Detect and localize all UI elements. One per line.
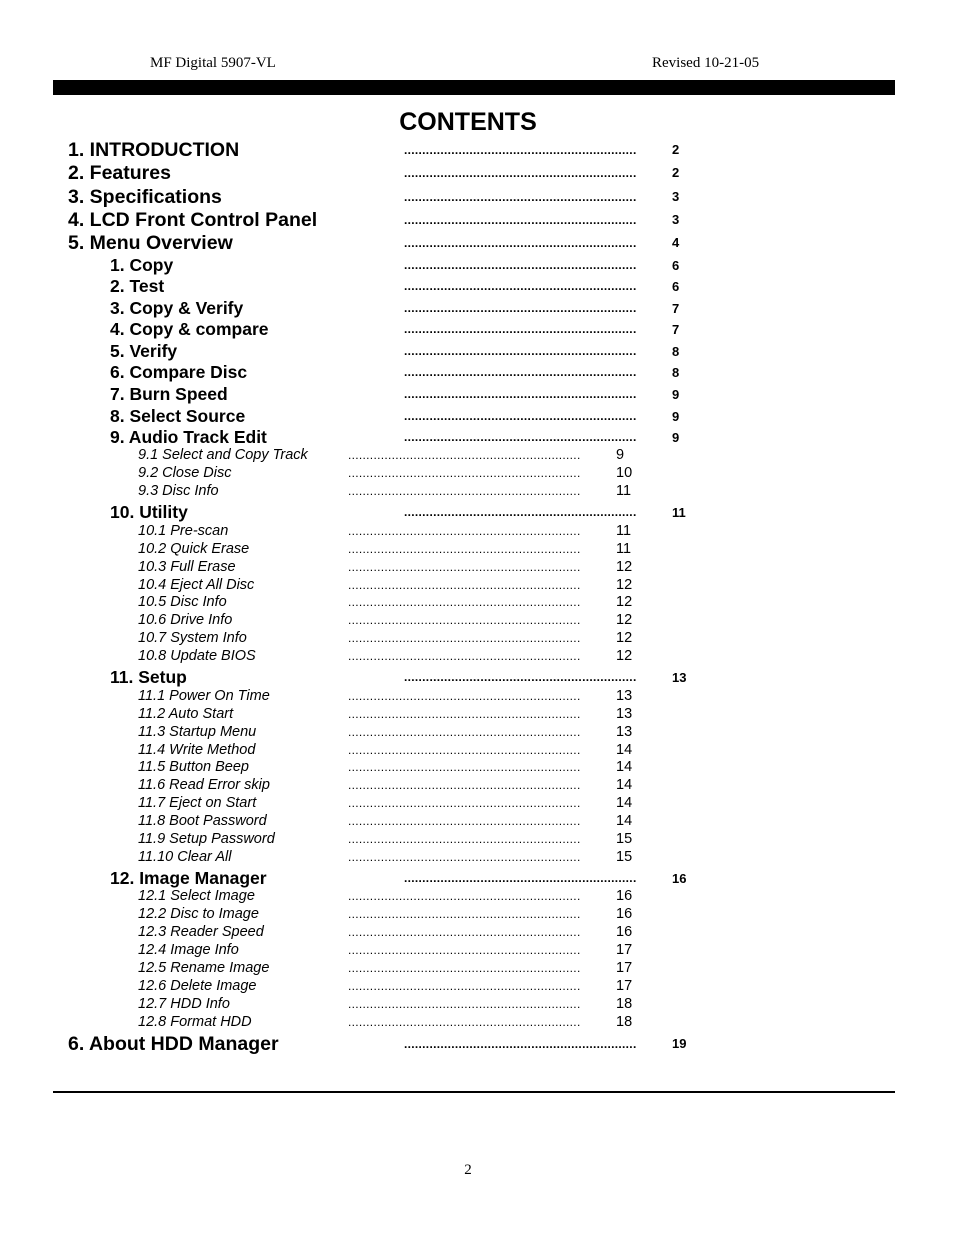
toc-entry[interactable]: [0, 630, 954, 648]
toc-dot-leader: ................................................................: [348, 707, 581, 721]
toc-dot-leader: ................................................................: [348, 850, 581, 864]
toc-dot-leader: ................................................................: [348, 814, 581, 828]
toc-entry-label: 10.7 System Info: [138, 630, 247, 646]
toc-entry-page-number: 14: [616, 759, 633, 775]
toc-entry-page-number: 18: [616, 996, 633, 1012]
toc-entry-label: 10.4 Eject All Disc: [138, 577, 255, 593]
toc-dot-leader: ................................................................: [348, 484, 581, 498]
toc-entry-label: 10.6 Drive Info: [138, 612, 233, 628]
header-document-title: MF Digital 5907-VL: [150, 55, 276, 71]
toc-entry-page-number: 13: [672, 670, 687, 685]
toc-entry-label: 11.8 Boot Password: [138, 813, 267, 829]
toc-entry-label: 11.3 Startup Menu: [138, 724, 257, 740]
toc-entry-label: 10.3 Full Erase: [138, 559, 236, 575]
toc-entry[interactable]: [0, 978, 954, 996]
toc-entry[interactable]: [0, 577, 954, 595]
header-revision-date: Revised 10-21-05: [652, 55, 760, 71]
toc-entry-page-number: 13: [616, 724, 633, 740]
toc-entry-page-number: 17: [616, 942, 633, 958]
toc-entry-label: 7. Burn Speed: [110, 384, 228, 404]
toc-dot-leader: ................................................................: [348, 997, 581, 1011]
toc-entry[interactable]: [0, 209, 954, 233]
toc-entry[interactable]: [0, 298, 954, 320]
toc-entry[interactable]: [0, 742, 954, 760]
toc-entry-label: 11.2 Auto Start: [138, 706, 234, 722]
toc-entry[interactable]: [0, 688, 954, 706]
toc-dot-leader: ................................................................: [348, 595, 581, 609]
toc-entry-page-number: 16: [616, 924, 633, 940]
toc-entry-page-number: 9: [672, 387, 680, 402]
toc-entry[interactable]: [0, 942, 954, 960]
toc-dot-leader: ................................................................: [404, 166, 637, 180]
toc-entry-label: 11. Setup: [110, 667, 187, 687]
toc-entry-label: 10.2 Quick Erase: [138, 541, 250, 557]
toc-dot-leader: ................................................................: [404, 505, 637, 519]
toc-dot-leader: ................................................................: [348, 907, 581, 921]
toc-entry[interactable]: [0, 996, 954, 1014]
toc-dot-leader: ................................................................: [348, 649, 581, 663]
toc-dot-leader: ................................................................: [348, 466, 581, 480]
toc-entry[interactable]: [0, 667, 954, 689]
toc-entry-label: 11.6 Read Error skip: [138, 777, 270, 793]
toc-entry-label: 11.1 Power On Time: [138, 688, 270, 704]
toc-entry-page-number: 6: [672, 258, 680, 273]
toc-dot-leader: ................................................................: [348, 925, 581, 939]
toc-entry-page-number: 11: [616, 523, 632, 539]
toc-entry-page-number: 17: [616, 960, 633, 976]
toc-entry-page-number: 10: [616, 465, 633, 481]
footer-rule: [53, 1091, 895, 1093]
toc-dot-leader: ................................................................: [348, 613, 581, 627]
toc-dot-leader: ................................................................: [348, 778, 581, 792]
toc-entry-label: 4. LCD Front Control Panel: [68, 209, 318, 231]
toc-entry-page-number: 13: [616, 688, 633, 704]
toc-dot-leader: ................................................................: [404, 279, 637, 293]
toc-dot-leader: ................................................................: [404, 190, 637, 204]
toc-dot-leader: ................................................................: [348, 725, 581, 739]
toc-entry[interactable]: [0, 648, 954, 666]
toc-entry-page-number: 11: [616, 541, 632, 557]
toc-dot-leader: ................................................................: [404, 365, 637, 379]
toc-entry-page-number: 8: [672, 365, 680, 380]
toc-dot-leader: ................................................................: [348, 943, 581, 957]
toc-entry[interactable]: [0, 777, 954, 795]
header-rule: [53, 80, 895, 95]
toc-dot-leader: ................................................................: [404, 387, 637, 401]
toc-entry-label: 6. About HDD Manager: [68, 1033, 279, 1055]
toc-entry-page-number: 12: [616, 648, 633, 664]
toc-entry[interactable]: [0, 868, 954, 890]
toc-entry-label: 12.6 Delete Image: [138, 978, 257, 994]
toc-dot-leader: ................................................................: [348, 524, 581, 538]
toc-entry[interactable]: [0, 960, 954, 978]
toc-entry-label: 10.5 Disc Info: [138, 594, 227, 610]
toc-dot-leader: ................................................................: [404, 301, 637, 315]
toc-entry-label: 12.7 HDD Info: [138, 996, 230, 1012]
toc-entry-page-number: 12: [616, 594, 633, 610]
toc-entry-page-number: 9: [672, 409, 680, 424]
toc-entry-label: 2. Test: [110, 276, 165, 296]
toc-entry-page-number: 14: [616, 813, 633, 829]
toc-dot-leader: ................................................................: [348, 979, 581, 993]
toc-dot-leader: ................................................................: [404, 258, 637, 272]
toc-entry[interactable]: [0, 341, 954, 363]
toc-dot-leader: ................................................................: [348, 578, 581, 592]
toc-dot-leader: ................................................................: [348, 631, 581, 645]
toc-entry-label: 4. Copy & compare: [110, 319, 269, 339]
toc-entry-page-number: 6: [672, 279, 680, 294]
toc-entry-page-number: 12: [616, 612, 633, 628]
toc-entry[interactable]: [0, 724, 954, 742]
toc-entry[interactable]: [0, 759, 954, 777]
toc-entry-label: 9.3 Disc Info: [138, 483, 219, 499]
toc-entry-page-number: 9: [672, 430, 680, 445]
toc-entry-label: 11.7 Eject on Start: [138, 795, 257, 811]
toc-entry[interactable]: [0, 362, 954, 384]
toc-entry-label: 3. Specifications: [68, 186, 222, 208]
toc-entry[interactable]: [0, 849, 954, 867]
toc-dot-leader: ................................................................: [404, 871, 637, 885]
toc-entry-label: 3. Copy & Verify: [110, 298, 244, 318]
toc-dot-leader: ................................................................: [348, 961, 581, 975]
toc-entry-label: 12.2 Disc to Image: [138, 906, 259, 922]
page-number: 2: [464, 1162, 472, 1178]
toc-dot-leader: ................................................................: [404, 344, 637, 358]
toc-entry-label: 11.10 Clear All: [138, 849, 232, 865]
toc-entry-page-number: 12: [616, 577, 633, 593]
toc-entry-page-number: 15: [616, 831, 633, 847]
toc-entry[interactable]: [0, 465, 954, 483]
toc-entry-page-number: 13: [616, 706, 633, 722]
toc-entry[interactable]: [0, 447, 954, 465]
toc-dot-leader: ................................................................: [348, 796, 581, 810]
toc-entry-label: 2. Features: [68, 162, 171, 184]
toc-entry-page-number: 16: [672, 871, 687, 886]
page-title: CONTENTS: [399, 108, 537, 136]
toc-entry-label: 10. Utility: [110, 502, 188, 522]
toc-entry-page-number: 3: [672, 189, 680, 204]
toc-dot-leader: ................................................................: [348, 1015, 581, 1029]
toc-entry[interactable]: [0, 255, 954, 277]
toc-entry-label: 10.8 Update BIOS: [138, 648, 256, 664]
toc-entry-page-number: 11: [672, 505, 686, 520]
toc-entry-label: 5. Menu Overview: [68, 232, 233, 254]
toc-entry[interactable]: [0, 1014, 954, 1032]
toc-entry[interactable]: [0, 541, 954, 559]
toc-entry[interactable]: [0, 276, 954, 298]
toc-dot-leader: ................................................................: [404, 409, 637, 423]
toc-entry-label: 1. Copy: [110, 255, 174, 275]
toc-entry[interactable]: [0, 1033, 954, 1057]
toc-entry-page-number: 2: [672, 142, 680, 157]
toc-entry-page-number: 2: [672, 165, 680, 180]
toc-entry-page-number: 16: [616, 906, 633, 922]
toc-dot-leader: ................................................................: [348, 689, 581, 703]
toc-entry-label: 5. Verify: [110, 341, 178, 361]
toc-entry[interactable]: [0, 139, 954, 163]
toc-entry[interactable]: [0, 406, 954, 428]
toc-entry-page-number: 14: [616, 795, 633, 811]
toc-entry-label: 1. INTRODUCTION: [68, 139, 240, 161]
toc-dot-leader: ................................................................: [404, 143, 637, 157]
toc-dot-leader: ................................................................: [348, 560, 581, 574]
toc-entry[interactable]: [0, 888, 954, 906]
toc-entry[interactable]: [0, 523, 954, 541]
toc-entry-label: 10.1 Pre-scan: [138, 523, 229, 539]
toc-dot-leader: ................................................................: [404, 236, 637, 250]
toc-entry-label: 12.4 Image Info: [138, 942, 239, 958]
toc-dot-leader: ................................................................: [404, 670, 637, 684]
toc-entry[interactable]: [0, 483, 954, 501]
toc-entry[interactable]: [0, 559, 954, 577]
toc-dot-leader: ................................................................: [404, 322, 637, 336]
toc-entry-label: 9.2 Close Disc: [138, 465, 232, 481]
toc-entry-label: 12.1 Select Image: [138, 888, 255, 904]
toc-entry-label: 6. Compare Disc: [110, 362, 248, 382]
toc-entry-page-number: 7: [672, 322, 680, 337]
toc-entry-page-number: 12: [616, 630, 633, 646]
toc-entry-page-number: 17: [616, 978, 633, 994]
toc-entry[interactable]: [0, 186, 954, 210]
toc-dot-leader: ................................................................: [348, 542, 581, 556]
toc-entry-page-number: 8: [672, 344, 680, 359]
toc-entry-label: 12.5 Rename Image: [138, 960, 270, 976]
toc-entry[interactable]: [0, 427, 954, 449]
toc-entry-page-number: 4: [672, 235, 680, 250]
toc-dot-leader: ................................................................: [348, 743, 581, 757]
toc-entry[interactable]: [0, 162, 954, 186]
toc-entry[interactable]: [0, 384, 954, 406]
toc-entry-page-number: 12: [616, 559, 633, 575]
toc-dot-leader: ................................................................: [348, 832, 581, 846]
toc-entry-page-number: 15: [616, 849, 633, 865]
toc-entry[interactable]: [0, 232, 954, 256]
toc-entry[interactable]: [0, 612, 954, 630]
toc-entry-page-number: 19: [672, 1036, 687, 1051]
toc-entry-page-number: 16: [616, 888, 633, 904]
toc-entry[interactable]: [0, 319, 954, 341]
toc-dot-leader: ................................................................: [404, 213, 637, 227]
toc-entry-label: 12. Image Manager: [110, 868, 267, 888]
toc-entry-label: 8. Select Source: [110, 406, 246, 426]
toc-entry[interactable]: [0, 813, 954, 831]
toc-entry-page-number: 7: [672, 301, 680, 316]
toc-entry[interactable]: [0, 502, 954, 524]
toc-entry-label: 12.3 Reader Speed: [138, 924, 264, 940]
toc-entry-page-number: 9: [616, 447, 625, 463]
toc-entry-page-number: 3: [672, 212, 680, 227]
toc-entry-label: 9. Audio Track Edit: [110, 427, 267, 447]
toc-entry[interactable]: [0, 706, 954, 724]
toc-entry-page-number: 14: [616, 742, 633, 758]
toc-entry-label: 12.8 Format HDD: [138, 1014, 252, 1030]
toc-entry[interactable]: [0, 906, 954, 924]
toc-dot-leader: ................................................................: [348, 448, 581, 462]
toc-entry-label: 9.1 Select and Copy Track: [138, 447, 308, 463]
toc-entry[interactable]: [0, 924, 954, 942]
toc-dot-leader: ................................................................: [348, 889, 581, 903]
toc-entry-page-number: 18: [616, 1014, 633, 1030]
toc-entry-label: 11.9 Setup Password: [138, 831, 275, 847]
toc-dot-leader: ................................................................: [404, 1037, 637, 1051]
toc-entry-page-number: 14: [616, 777, 633, 793]
toc-entry-label: 11.4 Write Method: [138, 742, 256, 758]
toc-dot-leader: ................................................................: [348, 760, 581, 774]
toc-entry-page-number: 11: [616, 483, 632, 499]
toc-dot-leader: ................................................................: [404, 430, 637, 444]
toc-entry-label: 11.5 Button Beep: [138, 759, 249, 775]
toc-entry[interactable]: [0, 795, 954, 813]
toc-entry[interactable]: [0, 594, 954, 612]
toc-entry[interactable]: [0, 831, 954, 849]
